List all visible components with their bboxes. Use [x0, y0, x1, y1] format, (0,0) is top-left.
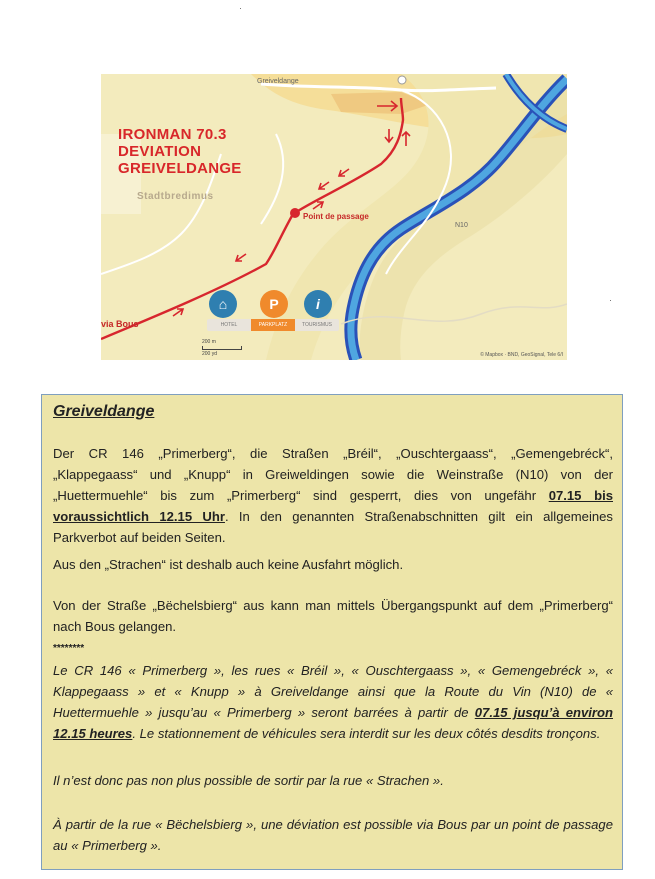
- german-closure-text: Der CR 146 „Primerberg“, die Straßen „Bréil“, „Ouschtergaass“, „Gemengebréck“, „Klappegaass“ und „Knupp“ in Greiweldingen sowie die Weinstraße (N10) von der „Huettermuehle“ bis zum „Primerberg“ sind gesperrt, dies von ungefähr: [53, 446, 613, 503]
- detour-map: [101, 74, 567, 360]
- passage-point-label: Point de passage: [303, 212, 369, 221]
- scan-speck: [610, 300, 611, 301]
- german-parking-text: . In den genannten Straßenabschnitten gilt ein allgemeines Parkverbot auf beiden Seiten.: [53, 509, 613, 545]
- scale-metric: 200 m: [202, 339, 216, 345]
- road-label: N10: [455, 222, 468, 229]
- poi-label-hotel[interactable]: HOTEL: [220, 322, 238, 328]
- german-paragraph-detour: Von der Straße „Bëchelsbierg“ aus kann man mittels Übergangspunkt auf dem „Primerberg“ nach Bous gelangen.: [53, 598, 613, 634]
- poi-label-parking[interactable]: PARKPLATZ: [251, 319, 295, 331]
- french-paragraph-closure: [53, 660, 613, 744]
- notice-title: Greiveldange: [53, 403, 155, 420]
- french-closure-time: 07.15 jusqu’à environ 12.15 heures: [53, 705, 614, 741]
- map-title-line: GREIVELDANGE: [118, 160, 242, 177]
- poi-category-bar: [207, 319, 339, 331]
- hotel-icon[interactable]: ⌂: [209, 290, 237, 318]
- map-scale: [202, 339, 242, 357]
- map-title-line: IRONMAN 70.3: [118, 126, 227, 143]
- poi-label-tourism[interactable]: TOURISMUS: [302, 322, 332, 328]
- german-closure-time: 07.15 bis voraussichtlich 12.15 Uhr: [53, 488, 613, 524]
- map-title: [118, 126, 242, 177]
- scan-speck: [240, 8, 241, 9]
- french-paragraph-exit: Il n’est donc pas non plus possible de sortir par la rue « Strachen ».: [53, 773, 444, 788]
- place-label: Greiveldange: [257, 78, 299, 85]
- language-separator: ********: [53, 643, 85, 654]
- scale-imperial: 200 yd: [202, 351, 218, 357]
- parking-icon[interactable]: P: [260, 290, 288, 318]
- german-paragraph-closure: [53, 443, 613, 548]
- french-parking-text: . Le stationnement de véhicules sera interdit sur les deux côtés desdits tronçons.: [132, 726, 601, 741]
- info-icon[interactable]: i: [304, 290, 332, 318]
- town-label: Stadtbredimus: [137, 191, 214, 202]
- french-paragraph-detour: À partir de la rue « Bëchelsbierg », une déviation est possible via Bous par un point de passage au « Primerberg ».: [53, 817, 613, 853]
- map-title-line: DEVIATION: [118, 143, 202, 160]
- map-copyright: © Mapbox · BND, GeoSignal, Tele 6/I: [480, 352, 563, 358]
- notice-box: [41, 394, 623, 870]
- german-paragraph-exit: Aus den „Strachen“ ist deshalb auch keine Ausfahrt möglich.: [53, 557, 404, 572]
- via-bous-label: via Bous: [101, 319, 139, 329]
- french-closure-text: Le CR 146 « Primerberg », les rues « Bréil », « Ouschtergaass », « Gemengebréck », « Klappegaass » et « Knupp » à Greiveldange ainsi que la Route du Vin (N10) de « Huettermuehle » jusqu’au « Primerberg » seront barrées à partir de: [53, 663, 613, 720]
